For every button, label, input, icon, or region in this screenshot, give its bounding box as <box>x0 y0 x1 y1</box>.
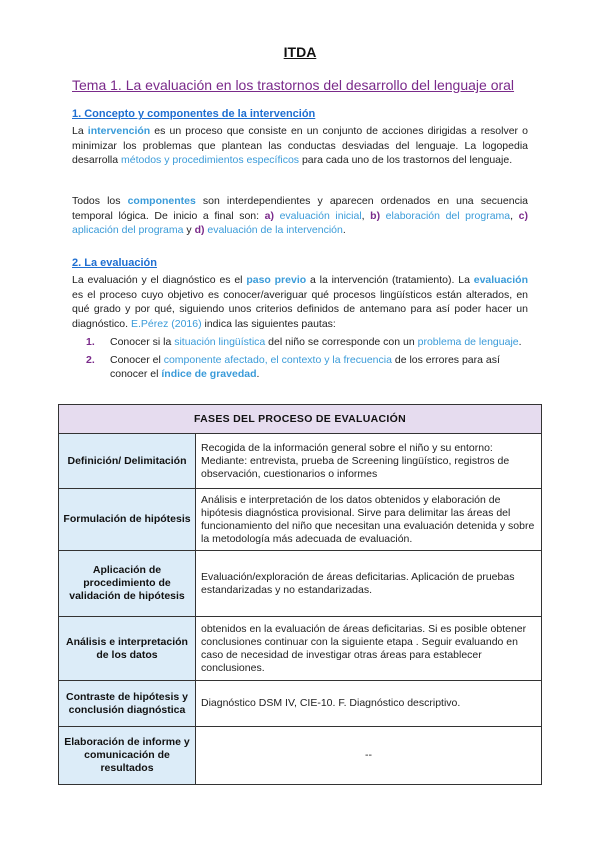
citation: E.Pérez (2016) <box>130 317 202 330</box>
text: y <box>183 224 195 237</box>
section-heading-concepto: 1. Concepto y componentes de la intervención <box>72 108 316 120</box>
table-row <box>59 727 542 785</box>
phase-name: Definición/ Delimitación <box>59 434 196 489</box>
list-number: 1. <box>86 336 95 348</box>
text: a la intervención (tratamiento). La <box>306 274 474 286</box>
keyword-elaboracion: elaboración del programa <box>380 209 511 222</box>
text: de los errores para así conocer el <box>110 353 500 381</box>
phase-description: -- <box>196 727 542 785</box>
text: . <box>518 336 522 348</box>
text: , <box>510 209 519 222</box>
keyword-evaluacion-intervencion: evaluación de la intervención <box>204 224 343 237</box>
paragraph-componentes <box>72 194 528 238</box>
text: Conocer el <box>110 353 164 366</box>
section-heading-evaluacion: 2. La evaluación <box>72 257 157 269</box>
table-row <box>59 434 542 489</box>
phase-description: Diagnóstico DSM IV, CIE-10. F. Diagnóstico descriptivo. <box>196 681 542 727</box>
keyword-problema: problema de lenguaje <box>417 336 519 348</box>
phase-description: obtenidos en la evaluación de áreas deficitarias. Si es posible obtener conclusiones continuar con la siguiente etapa . Seguir evaluando en caso de necesidad de investigar otras áreas para establecer conclusiones. <box>196 617 542 681</box>
text: son interdependientes y aparecen ordenados en una secuencia temporal lógica. De inicio a final son: <box>72 195 528 222</box>
label-c: c) <box>518 209 528 222</box>
list-item <box>86 353 528 382</box>
list-item <box>86 335 528 350</box>
paragraph-intervencion <box>72 124 528 168</box>
label-b: b) <box>370 209 381 222</box>
keyword-situacion: situación lingüística <box>174 336 266 348</box>
guidelines-list <box>86 335 528 385</box>
paragraph-evaluacion <box>72 273 528 331</box>
text: , <box>361 209 371 222</box>
table-row <box>59 489 542 551</box>
keyword-evaluacion-inicial: evaluación inicial <box>274 209 362 222</box>
text: . <box>342 224 346 237</box>
text: La <box>72 125 88 137</box>
text: indica las siguientes pautas: <box>201 317 336 330</box>
label-d: d) <box>194 224 205 237</box>
keyword-evaluacion: evaluación <box>473 274 529 286</box>
text: es el proceso cuyo objetivo es conocer/averiguar qué procesos lingüísticos están alterados, en qué grado y por qué, siguiendo unos criterios definidos de antemano para así poder hacer un diagnóstico. <box>72 288 528 330</box>
keyword-intervencion: intervención <box>87 125 151 137</box>
phase-name: Contraste de hipótesis y conclusión diagnóstica <box>59 681 196 727</box>
phase-description: Recogida de la información general sobre el niño y su entorno: Mediante: entrevista, prueba de Screening lingüístico, registros de observación, cuestionarios o informes <box>196 434 542 489</box>
text: para cada uno de los trastornos del lenguaje. <box>299 154 513 167</box>
text: La evaluación y el diagnóstico es el <box>72 274 247 286</box>
keyword-componente: componente afectado, el contexto y la frecuencia <box>163 353 392 366</box>
keyword-metodos: métodos y procedimientos específicos <box>121 154 300 167</box>
text: es un proceso que consiste en un conjunto de acciones dirigidas a resolver o minimizar los problemas que plantean las conductas desviadas del lenguaje. La logopedia desarrolla <box>72 125 528 167</box>
phases-table <box>58 404 542 785</box>
keyword-aplicacion: aplicación del programa <box>72 224 184 237</box>
topic-title: Tema 1. La evaluación en los trastornos del desarrollo del lenguaje oral <box>72 77 515 93</box>
phase-description: Evaluación/exploración de áreas deficitarias. Aplicación de pruebas estandarizadas y no estandarizadas. <box>196 551 542 617</box>
keyword-paso-previo: paso previo <box>246 274 307 286</box>
table-row <box>59 681 542 727</box>
table-header-row <box>59 405 542 434</box>
list-number: 2. <box>86 353 95 366</box>
phase-name: Formulación de hipótesis <box>59 489 196 551</box>
text: Todos los <box>72 195 128 207</box>
keyword-gravedad: índice de gravedad <box>161 368 257 381</box>
phase-name: Elaboración de informe y comunicación de resultados <box>59 727 196 785</box>
document-title: ITDA <box>283 44 317 60</box>
text: Conocer si la <box>110 336 175 348</box>
label-a: a) <box>264 209 274 222</box>
table-row <box>59 617 542 681</box>
text: del niño se corresponde con un <box>265 336 418 348</box>
keyword-componentes: componentes <box>127 195 196 207</box>
phase-name: Aplicación de procedimiento de validación de hipótesis <box>59 551 196 617</box>
table-header: FASES DEL PROCESO DE EVALUACIÓN <box>59 405 542 434</box>
text: . <box>256 368 260 381</box>
phase-name: Análisis e interpretación de los datos <box>59 617 196 681</box>
phase-description: Análisis e interpretación de los datos obtenidos y elaboración de hipótesis diagnóstica provisional. Sirve para delimitar las áreas del funcionamiento del niño que necesitan una evaluación detenida y sobre la metodología más adecuada de evaluación. <box>196 489 542 551</box>
table-row <box>59 551 542 617</box>
